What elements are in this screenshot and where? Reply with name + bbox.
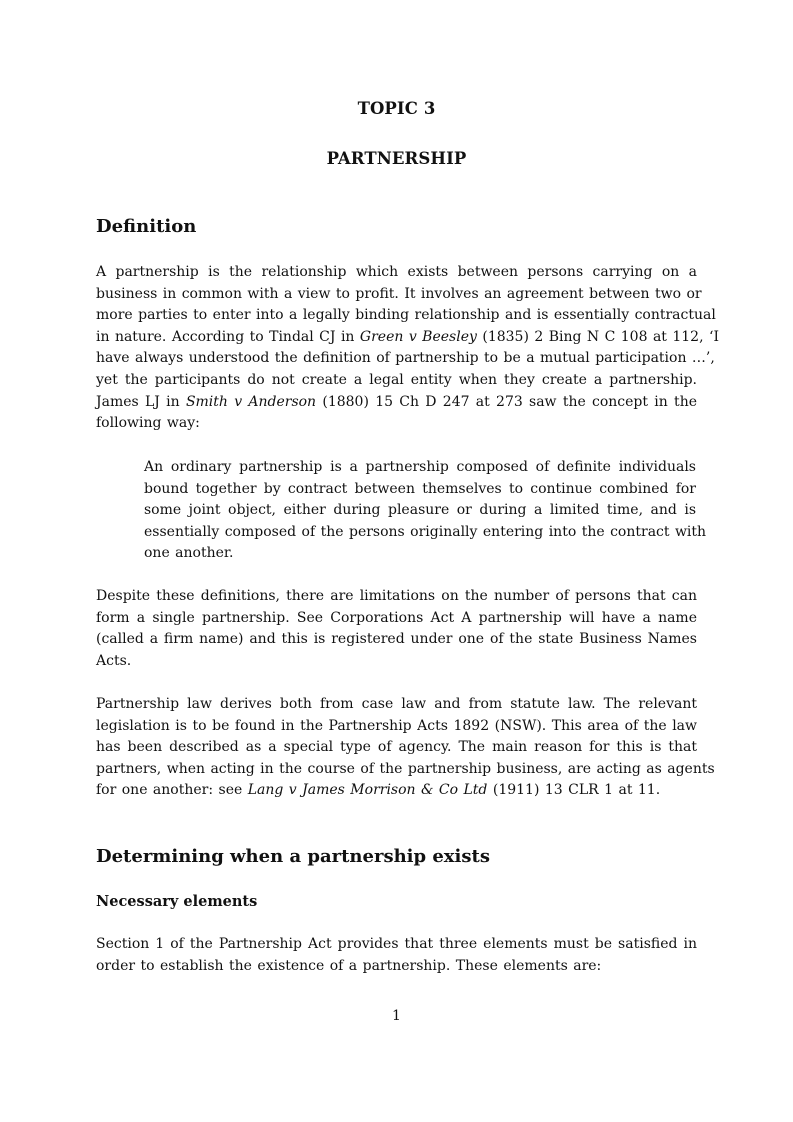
text-line: Partnership law derives both from case law and from statute law. The relevant xyxy=(96,696,697,712)
partnership-law-paragraph xyxy=(96,694,715,802)
text-line: some joint object, either during pleasure or during a limited time, and is xyxy=(144,502,696,519)
text-line: bound together by contract between themselves to continue combined for xyxy=(144,480,696,497)
text-line xyxy=(96,780,697,802)
text-fragment: in nature. According to Tindal CJ in xyxy=(96,328,360,345)
text-line: has been described as a special type of agency. The main reason for this is that xyxy=(96,739,697,756)
text-line: Acts. xyxy=(96,652,132,669)
case-citation: (1880) 15 Ch D 247 at 273 saw the concept in the xyxy=(316,393,697,410)
text-fragment: for one another: see xyxy=(96,782,248,799)
text-line: partners, when acting in the course of the partnership business, are acting as agents xyxy=(96,760,715,777)
text-line: form a single partnership. See Corporations Act A partnership will have a name xyxy=(96,609,697,626)
topic-label: TOPIC 3 xyxy=(357,99,436,118)
block-quote xyxy=(144,457,707,565)
page-number: 1 xyxy=(392,1008,401,1024)
text-line: business in common with a view to profit. It involves an agreement between two or xyxy=(96,285,702,302)
text-line: more parties to enter into a legally binding relationship and is essentially contractual xyxy=(96,307,716,324)
limitations-paragraph xyxy=(96,586,697,672)
case-name: Lang v James Morrison & Co Ltd xyxy=(247,782,488,799)
text-line xyxy=(96,327,719,349)
text-line: A partnership is the relationship which exists between persons carrying on a xyxy=(96,264,697,280)
text-line: one another. xyxy=(144,545,234,562)
definition-heading: Definition xyxy=(96,216,197,237)
text-line: order to establish the existence of a partnership. These elements are: xyxy=(96,957,602,974)
text-fragment: James LJ in xyxy=(96,393,186,410)
case-citation: (1835) 2 Bing N C 108 at 112, ‘I xyxy=(476,328,719,345)
necessary-elements-heading: Necessary elements xyxy=(96,893,258,910)
text-line: Section 1 of the Partnership Act provides that three elements must be satisfied in xyxy=(96,936,697,952)
text-line: (called a firm name) and this is registered under one of the state Business Names xyxy=(96,631,697,648)
text-line: have always understood the definition of partnership to be a mutual participation …’, xyxy=(96,350,715,367)
text-line: following way: xyxy=(96,415,200,432)
case-citation: (1911) 13 CLR 1 at 11. xyxy=(487,782,661,799)
text-line xyxy=(96,392,697,414)
text-line: yet the participants do not create a legal entity when they create a partnership. xyxy=(96,371,697,388)
case-name: Green v Beesley xyxy=(359,328,477,345)
text-line: An ordinary partnership is a partnership composed of definite individuals xyxy=(144,459,696,475)
text-line: essentially composed of the persons originally entering into the contract with xyxy=(144,523,707,540)
definition-paragraph xyxy=(96,262,719,435)
text-line: legislation is to be found in the Partnership Acts 1892 (NSW). This area of the law xyxy=(96,717,697,734)
section-one-paragraph xyxy=(96,934,697,977)
case-name: Smith v Anderson xyxy=(185,393,317,410)
text-line: Despite these definitions, there are limitations on the number of persons that can xyxy=(96,588,697,604)
document-title: PARTNERSHIP xyxy=(326,149,467,168)
determining-heading: Determining when a partnership exists xyxy=(96,846,490,867)
